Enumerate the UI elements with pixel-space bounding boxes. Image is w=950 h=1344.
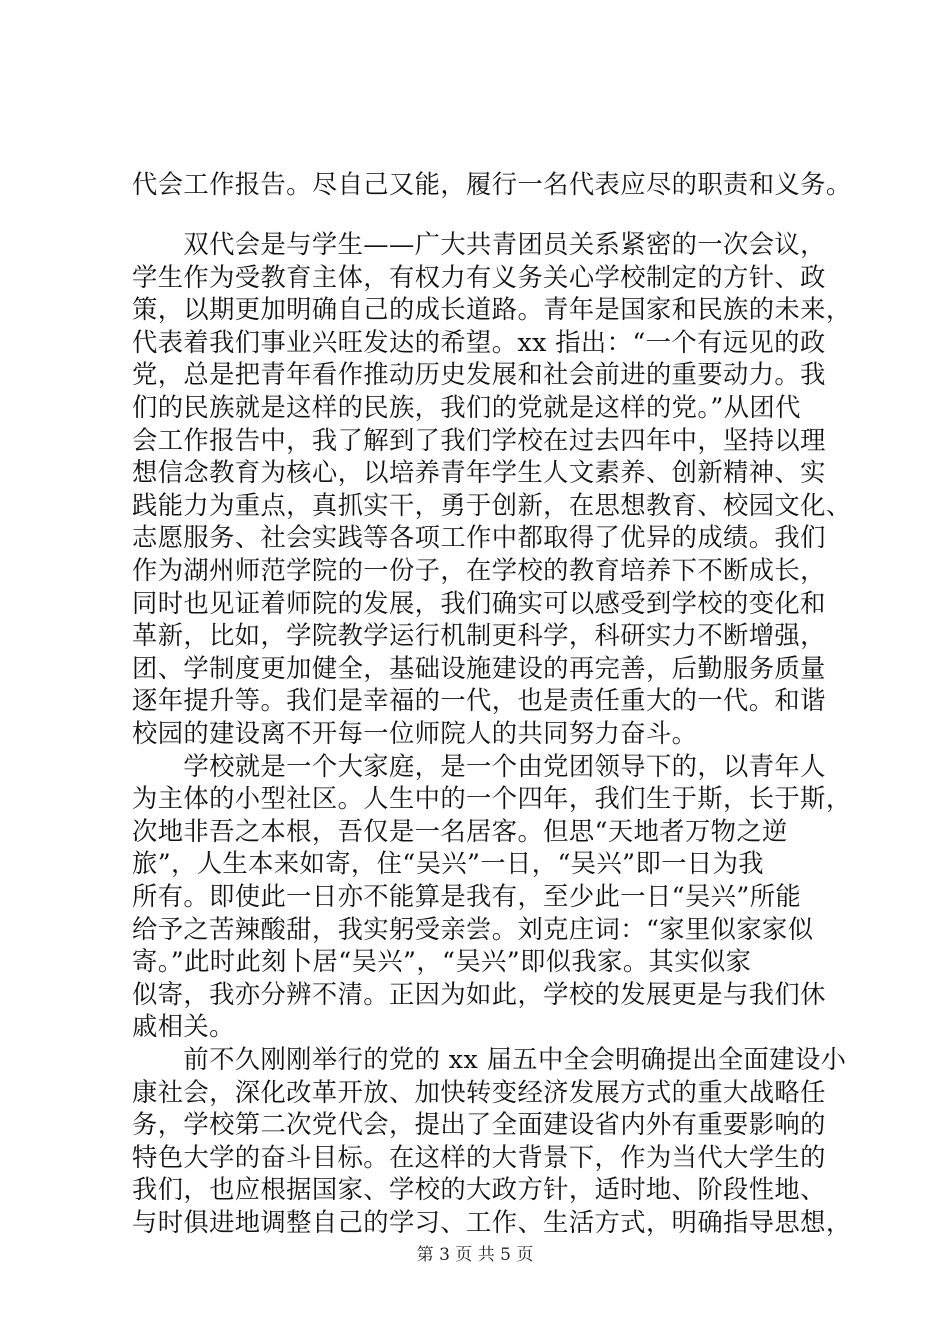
text-line: 践能力为重点，真抓实干，勇于创新，在思想教育、校园文化、	[132, 490, 852, 520]
text-line: 学校就是一个大家庭，是一个由党团领导下的，以青年人	[132, 751, 826, 781]
text-line: 代会工作报告。尽自己又能，履行一名代表应尽的职责和义务。	[132, 170, 852, 199]
text-line: 革新，比如，学院教学运行机制更科学，科研实力不断增强，	[132, 621, 826, 651]
text-line: 们的民族就是这样的民族，我们的党就是这样的党。”从团代	[132, 393, 801, 422]
text-line: 为主体的小型社区。人生中的一个四年，我们生于斯，长于斯，	[132, 784, 852, 814]
text-line: 党，总是把青年看作推动历史发展和社会前进的重要动力。我	[132, 360, 826, 390]
text-line: 寄。”此时此刻卜居“吴兴”，“吴兴”即似我家。其实似家	[132, 947, 752, 977]
text-line: 我们，也应根据国家、学校的大政方针，适时地、阶段性地、	[132, 1175, 826, 1205]
text-line: 学生作为受教育主体，有权力有义务关心学校制定的方针、政	[132, 262, 826, 292]
text-line: 双代会是与学生——广大共青团员关系紧密的一次会议，	[132, 230, 826, 259]
text-line: 策，以期更加明确自己的成长道路。青年是国家和民族的未来，	[132, 295, 852, 325]
page-footer: 第 3 页 共 5 页	[416, 1245, 534, 1265]
text-line: 似寄，我亦分辨不清。正因为如此，学校的发展更是与我们休	[132, 979, 826, 1009]
text-line: 次地非吾之本根，吾仅是一名居客。但思“天地者万物之逆	[132, 816, 788, 846]
text-line: 戚相关。	[132, 1012, 235, 1042]
text-line: 志愿服务、社会实践等各项工作中都取得了优异的成绩。我们	[132, 523, 826, 553]
text-line: 同时也见证着师院的发展，我们确实可以感受到学校的变化和	[132, 588, 826, 618]
text-line: 与时俱进地调整自己的学习、工作、生活方式，明确指导思想，	[132, 1208, 852, 1237]
text-line: 务，学校第二次党代会，提出了全面建设省内外有重要影响的	[132, 1110, 826, 1140]
text-line: 康社会，深化改革开放、加快转变经济发展方式的重大战略任	[132, 1077, 826, 1107]
text-line: 想信念教育为核心，以培养青年学生人文素养、创新精神、实	[132, 458, 826, 488]
text-line: 给予之苦辣酸甜，我实躬受亲尝。刘克庄词：“家里似家家似	[132, 914, 814, 944]
text-line: 特色大学的奋斗目标。在这样的大背景下，作为当代大学生的	[132, 1142, 826, 1172]
text-line: 团、学制度更加健全，基础设施建设的再完善，后勤服务质量	[132, 653, 826, 683]
text-line: 前不久刚刚举行的党的 xx 届五中全会明确提出全面建设小	[132, 1045, 847, 1074]
text-line: 逐年提升等。我们是幸福的一代，也是责任重大的一代。和谐	[132, 686, 826, 716]
text-line: 校园的建设离不开每一位师院人的共同努力奋斗。	[132, 719, 698, 748]
text-line: 作为湖州师范学院的一份子，在学校的教育培养下不断成长，	[132, 556, 826, 585]
text-line: 代表着我们事业兴旺发达的希望。xx 指出：“一个有远见的政	[132, 327, 826, 357]
text-line: 会工作报告中，我了解到了我们学校在过去四年中，坚持以理	[132, 425, 826, 455]
text-line: 所有。即使此一日亦不能算是我有，至少此一日“吴兴”所能	[132, 882, 802, 911]
text-line: 旅”，人生本来如寄，住“吴兴”一日，“吴兴”即一日为我	[132, 849, 764, 879]
